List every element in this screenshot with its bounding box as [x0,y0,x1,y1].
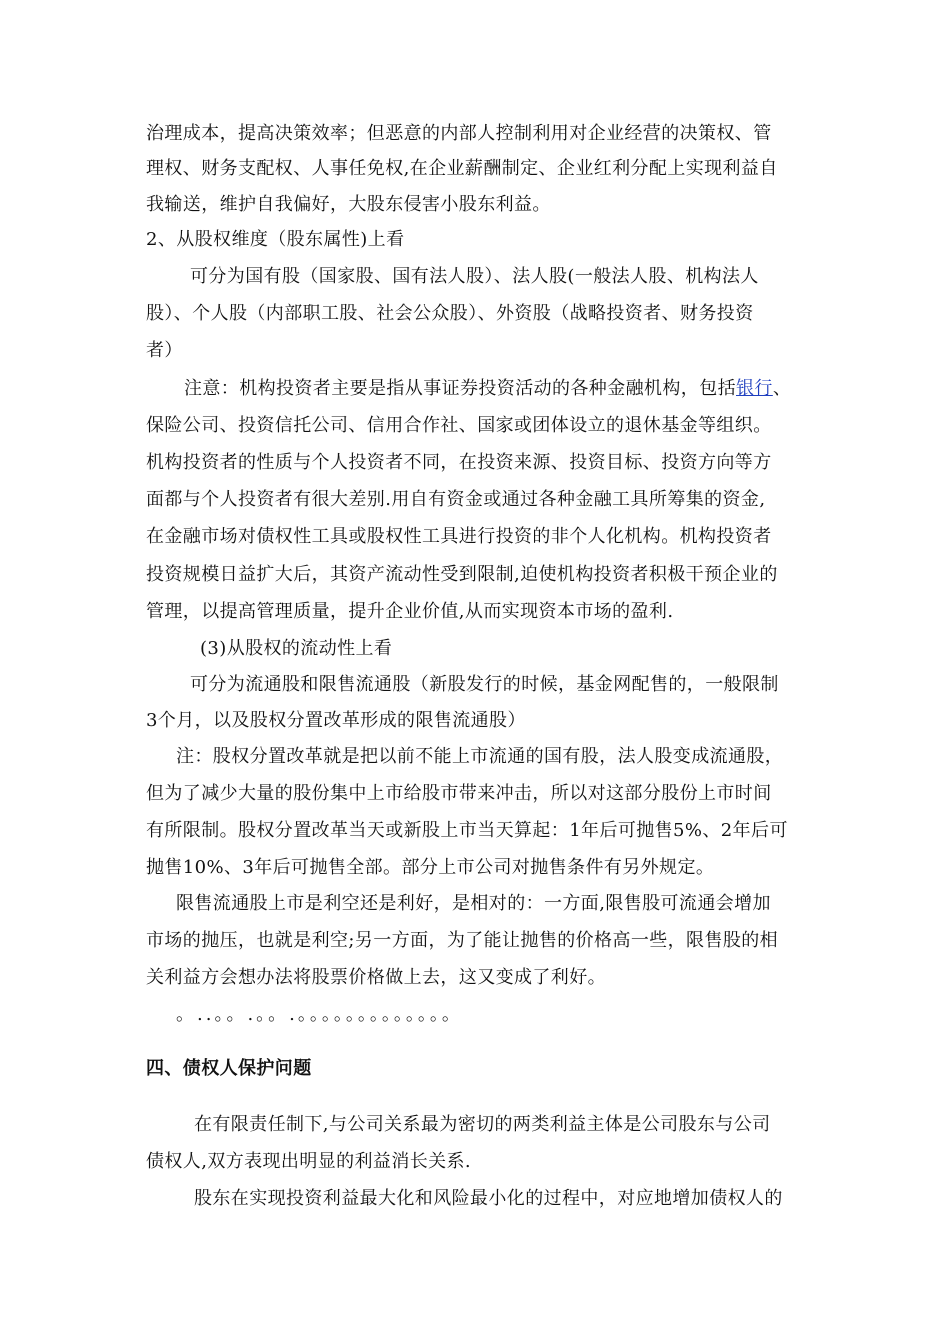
paragraph-line: 在有限责任制下,与公司关系最为密切的两类利益主体是公司股东与公司 [194,1114,771,1135]
section-heading-creditor-protection: 四、债权人保护问题 [146,1058,312,1079]
ellipsis-dots: 。..。。.。。.。。。。。。。。。。。。。 [176,1004,463,1025]
bank-link[interactable]: 银行 [736,378,773,399]
paragraph-line: 面都与个人投资者有很大差别.用自有资金或通过各种金融工具所筹集的资金, [146,489,766,510]
paragraph-line: 市场的抛压，也就是利空;另一方面，为了能让抛售的价格高一些，限售股的相 [146,930,779,951]
paragraph-line: 抛售10%、3年后可抛售全部。部分上市公司对抛售条件有另外规定。 [146,857,715,878]
paragraph-line: 有所限制。股权分置改革当天或新股上市当天算起：1年后可抛售5%、2年后可 [146,820,788,841]
note-line [184,377,791,401]
paragraph-line: 关利益方会想办法将股票价格做上去，这又变成了利好。 [146,967,606,988]
paragraph-line: 投资规模日益扩大后，其资产流动性受到限制,迫使机构投资者积极干预企业的 [146,564,778,585]
section-heading-equity-dimension: 2、从股权维度（股东属性)上看 [146,229,405,250]
note-line: 注：股权分置改革就是把以前不能上市流通的国有股，法人股变成流通股， [176,746,784,767]
paragraph-line: 可分为流通股和限售流通股（新股发行的时候，基金网配售的，一般限制 [190,674,779,695]
paragraph-line: 管理，以提高管理质量，提升企业价值,从而实现资本市场的盈利. [146,601,674,622]
paragraph-line: 在金融市场对债权性工具或股权性工具进行投资的非个人化机构。机构投资者 [146,526,772,547]
section-heading-liquidity: (3)从股权的流动性上看 [200,638,393,659]
punctuation: 、 [772,378,792,399]
paragraph-line: 股东在实现投资利益最大化和风险最小化的过程中，对应地增加债权人的 [194,1188,783,1209]
paragraph-line: 理权、财务支配权、人事任免权,在企业薪酬制定、企业红利分配上实现利益自 [146,158,778,179]
paragraph-line: 债权人,双方表现出明显的利益消长关系. [146,1151,472,1172]
paragraph-line: 治理成本，提高决策效率；但恶意的内部人控制利用对企业经营的决策权、管 [146,123,772,144]
paragraph-line: 我输送，维护自我偏好，大股东侵害小股东利益。 [146,194,551,215]
paragraph-line: 股）、个人股（内部职工股、社会公众股）、外资股（战略投资者、财务投资 [146,303,754,324]
note-text: 注意：机构投资者主要是指从事证券投资活动的各种金融机构，包括 [184,378,736,399]
paragraph-line: 机构投资者的性质与个人投资者不同，在投资来源、投资目标、投资方向等方 [146,452,772,473]
paragraph-line: 3个月，以及股权分置改革形成的限售流通股） [146,710,526,731]
paragraph-line: 限售流通股上市是利空还是利好，是相对的：一方面,限售股可流通会增加 [176,893,771,914]
paragraph-line: 可分为国有股（国家股、国有法人股）、法人股(一般法人股、机构法人 [190,266,759,287]
paragraph-line: 但为了减少大量的股份集中上市给股市带来冲击，所以对这部分股份上市时间 [146,783,772,804]
paragraph-line: 者） [146,340,183,361]
paragraph-line: 保险公司、投资信托公司、信用合作社、国家或团体设立的退休基金等组织。 [146,415,772,436]
